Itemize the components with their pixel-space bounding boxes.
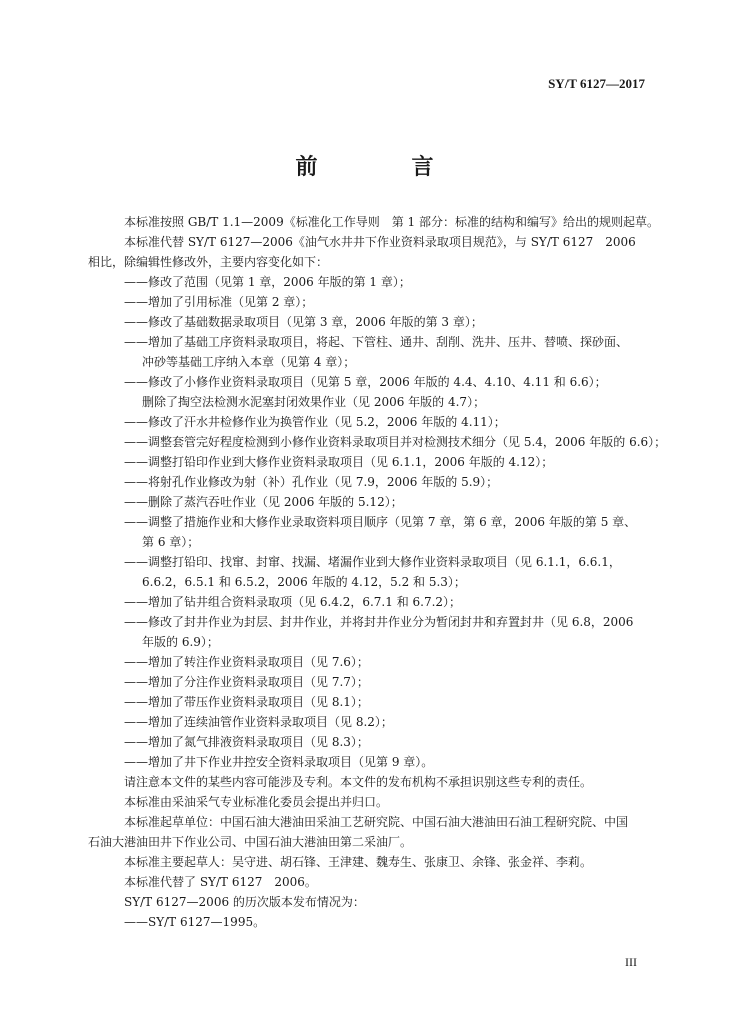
foreword-paragraph: SY/T 6127—2006 的历次版本发布情况为： — [124, 895, 365, 909]
foreword-paragraph: 本标准代替 SY/T 6127—2006《油气水井井下作业资料录取项目规范》，与 SY/T 6127 2006 — [124, 235, 636, 249]
standard-number: SY/T 6127—2017 — [548, 76, 645, 91]
foreword-paragraph: 本标准按照 GB/T 1.1—2009《标准化工作导则 第 1 部分：标准的结构和编写》给出的规则起草。 — [124, 215, 659, 229]
foreword-paragraph: 冲砂等基础工序纳入本章（见第 4 章）； — [142, 355, 356, 369]
foreword-paragraph: ——修改了范围（见第 1 章，2006 年版的第 1 章）； — [124, 275, 411, 289]
foreword-paragraph: 石油大港油田井下作业公司、中国石油大港油田第二采油厂。 — [88, 835, 413, 849]
foreword-paragraph: 请注意本文件的某些内容可能涉及专利。本文件的发布机构不承担识别这些专利的责任。 — [124, 775, 593, 789]
foreword-paragraph: ——增加了连续油管作业资料录取项目（见 8.2）； — [124, 715, 393, 729]
foreword-paragraph: ——修改了小修作业资料录取项目（见第 5 章，2006 年版的 4.4、4.10、4.11 和 6.6）； — [124, 375, 607, 389]
foreword-paragraph: ——SY/T 6127—1995。 — [124, 915, 266, 929]
foreword-paragraph: ——增加了带压作业资料录取项目（见 8.1）； — [124, 695, 369, 709]
foreword-paragraph: 本标准由采油采气专业标准化委员会提出并归口。 — [124, 795, 389, 809]
foreword-paragraph: ——修改了封井作业为封层、封井作业，并将封井作业分为暂闭封井和弃置封井（见 6.8，2006 — [124, 615, 634, 629]
foreword-paragraph: ——增加了氮气排液资料录取项目（见 8.3）； — [124, 735, 369, 749]
page-title: 前 言 — [295, 155, 470, 180]
foreword-paragraph: ——增加了井下作业井控安全资料录取项目（见第 9 章）。 — [124, 755, 434, 769]
foreword-paragraph: ——增加了转注作业资料录取项目（见 7.6）； — [124, 655, 369, 669]
foreword-paragraph: 本标准主要起草人：吴守进、胡石锋、王津建、魏寿生、张康卫、余锋、张金祥、李莉。 — [124, 855, 593, 869]
foreword-paragraph: 删除了掏空法检测水泥塞封闭效果作业（见 2006 年版的 4.7）； — [142, 395, 486, 409]
foreword-paragraph: ——增加了钻井组合资料录取项（见 6.4.2，6.7.1 和 6.7.2）； — [124, 595, 462, 609]
foreword-paragraph: ——将射孔作业修改为射（补）孔作业（见 7.9，2006 年版的 5.9）； — [124, 475, 499, 489]
foreword-paragraph: ——调整打铅印、找窜、封窜、找漏、堵漏作业到大修作业资料录取项目（见 6.1.1，6.6.1， — [124, 555, 621, 569]
foreword-paragraph: ——调整套管完好程度检测到小修作业资料录取项目并对检测技术细分（见 5.4，2006 年版的 6.6）； — [124, 435, 667, 449]
foreword-paragraph: 年版的 6.9）； — [142, 635, 219, 649]
foreword-paragraph: ——修改了基础数据录取项目（见第 3 章，2006 年版的第 3 章）； — [124, 315, 483, 329]
foreword-paragraph: 第 6 章）； — [142, 535, 200, 549]
foreword-paragraph: ——调整了措施作业和大修作业录取资料项目顺序（见第 7 章，第 6 章，2006 年版的第 5 章、 — [124, 515, 637, 529]
foreword-paragraph: 本标准起草单位：中国石油大港油田采油工艺研究院、中国石油大港油田石油工程研究院、中国 — [124, 815, 629, 829]
foreword-paragraph: 本标准代替了 SY/T 6127 2006。 — [124, 875, 317, 889]
foreword-paragraph: 相比，除编辑性修改外，主要内容变化如下： — [88, 255, 329, 269]
page-number: III — [625, 955, 637, 969]
foreword-paragraph: ——调整打铅印作业到大修作业资料录取项目（见 6.1.1，2006 年版的 4.12）； — [124, 455, 554, 469]
foreword-paragraph: ——增加了引用标准（见第 2 章）； — [124, 295, 314, 309]
foreword-paragraph: 6.6.2，6.5.1 和 6.5.2，2006 年版的 4.12，5.2 和 5.3）； — [142, 575, 466, 589]
foreword-paragraph: ——删除了蒸汽吞吐作业（见 2006 年版的 5.12）； — [124, 495, 403, 509]
foreword-paragraph: ——增加了基础工序资料录取项目，将起、下管柱、通井、刮削、洗井、压井、替喷、探砂面、 — [124, 335, 629, 349]
foreword-paragraph: ——增加了分注作业资料录取项目（见 7.7）； — [124, 675, 369, 689]
foreword-paragraph: ——修改了汗水井检修作业为换管作业（见 5.2，2006 年版的 4.11）； — [124, 415, 506, 429]
foreword-body — [88, 212, 676, 932]
